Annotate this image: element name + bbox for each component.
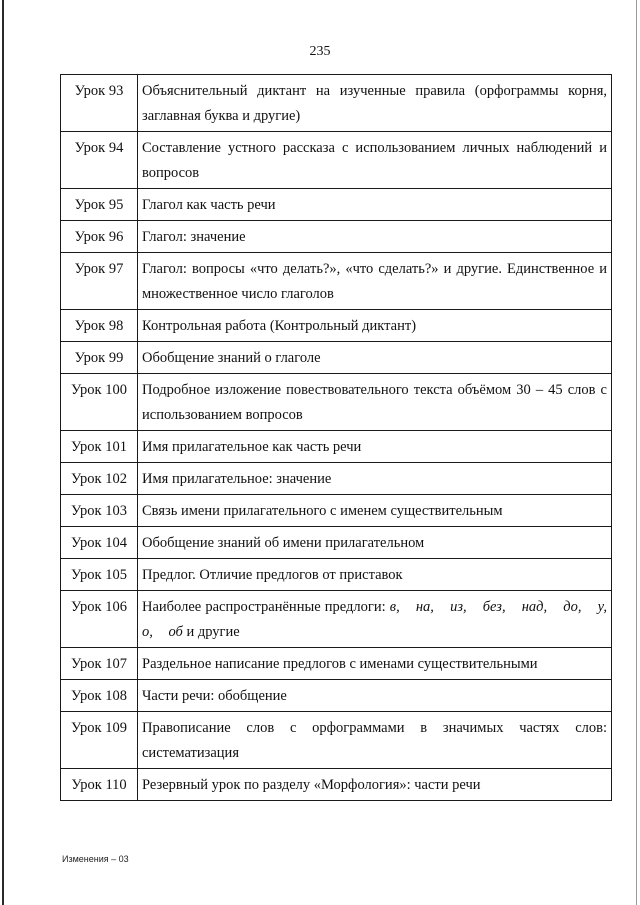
lesson-number-cell: Урок 107 [61,648,138,680]
lesson-number-cell: Урок 95 [61,189,138,221]
topic-text-end: и другие [186,624,240,640]
lesson-number-cell: Урок 109 [61,712,138,769]
table-row [61,374,612,431]
table-row [61,648,612,680]
lesson-number-cell: Урок 105 [61,559,138,591]
table-row [61,712,612,769]
revision-footer: Изменения – 03 [62,854,129,864]
lesson-topic-cell: Глагол: значение [138,221,612,253]
scan-right-edge [636,0,637,905]
lesson-plan-table [60,74,612,801]
lesson-topic-cell: Подробное изложение повествовательного текста объёмом 30 – 45 слов с использованием вопросов [138,374,612,431]
lesson-topic-cell: Обобщение знаний об имени прилагательном [138,527,612,559]
table-row [61,253,612,310]
table-row [61,769,612,801]
table-row [61,559,612,591]
table-row [61,527,612,559]
table-row [61,221,612,253]
table-row [61,310,612,342]
lesson-topic-cell: Правописание слов с орфограммами в значимых частях слов: систематизация [138,712,612,769]
lesson-topic-cell: Составление устного рассказа с использованием личных наблюдений и вопросов [138,132,612,189]
lesson-topic-cell: Глагол как часть речи [138,189,612,221]
lesson-number-cell: Урок 103 [61,495,138,527]
lesson-topic-cell: Раздельное написание предлогов с именами существительными [138,648,612,680]
lesson-number-cell: Урок 98 [61,310,138,342]
lesson-number-cell: Урок 94 [61,132,138,189]
table-row [61,463,612,495]
lesson-number-cell: Урок 96 [61,221,138,253]
lesson-topic-cell: Контрольная работа (Контрольный диктант) [138,310,612,342]
scan-left-edge [2,0,4,905]
table-row [61,680,612,712]
lesson-number-cell: Урок 101 [61,431,138,463]
lesson-rows [61,75,612,801]
lesson-topic-cell: Имя прилагательное как часть речи [138,431,612,463]
topic-examples: в, на, из, без, над, до, у, о, об [142,599,607,640]
lesson-number-cell: Урок 100 [61,374,138,431]
table-row [61,75,612,132]
lesson-topic-cell: Глагол: вопросы «что делать?», «что сделать?» и другие. Единственное и множественное число глаголов [138,253,612,310]
table-row [61,431,612,463]
lesson-topic-cell: Части речи: обобщение [138,680,612,712]
lesson-topic-cell: Обобщение знаний о глаголе [138,342,612,374]
topic-text: Наиболее распространённые предлоги: [142,599,386,615]
table-row [61,591,612,648]
table-row [61,342,612,374]
lesson-topic-cell: Объяснительный диктант на изученные правила (орфограммы корня, заглавная буква и другие) [138,75,612,132]
lesson-topic-cell: Предлог. Отличие предлогов от приставок [138,559,612,591]
lesson-topic-cell [138,591,612,648]
lesson-topic-cell: Имя прилагательное: значение [138,463,612,495]
lesson-number-cell: Урок 108 [61,680,138,712]
lesson-number-cell: Урок 99 [61,342,138,374]
lesson-number-cell: Урок 102 [61,463,138,495]
table-row [61,189,612,221]
lesson-number-cell: Урок 110 [61,769,138,801]
table-row [61,132,612,189]
lesson-number-cell: Урок 93 [61,75,138,132]
lesson-number-cell: Урок 97 [61,253,138,310]
table-row [61,495,612,527]
lesson-number-cell: Урок 104 [61,527,138,559]
page-number: 235 [309,44,331,59]
lesson-number-cell: Урок 106 [61,591,138,648]
lesson-topic-cell: Резервный урок по разделу «Морфология»: части речи [138,769,612,801]
lesson-topic-cell: Связь имени прилагательного с именем существительным [138,495,612,527]
